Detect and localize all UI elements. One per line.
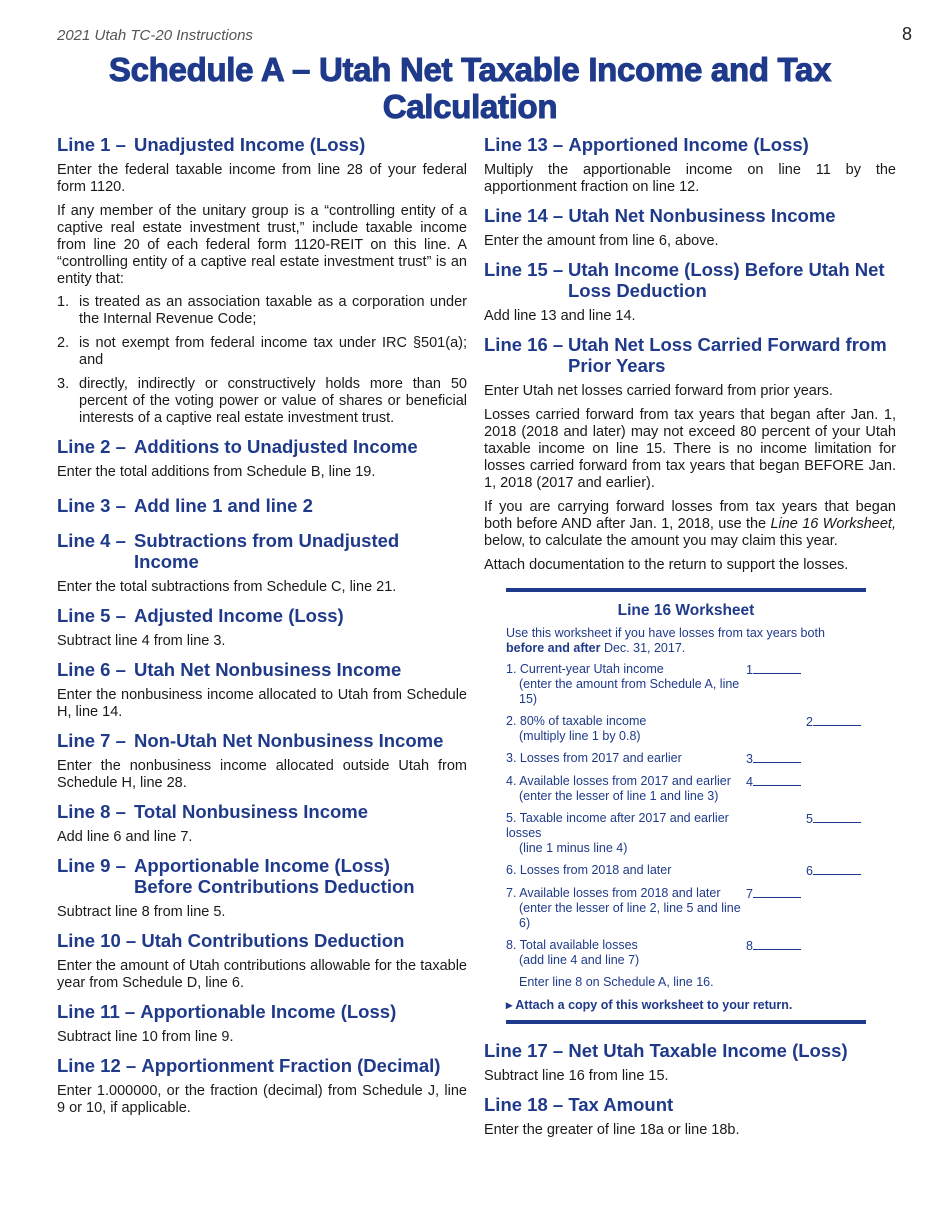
line-title-part: Loss Deduction [568, 280, 707, 301]
line-17-section [484, 1040, 896, 1085]
worksheet-row-label: 5. Taxable income after 2017 and earlier losses [506, 811, 729, 840]
worksheet-row-label: 1. Current-year Utah income [506, 662, 664, 676]
line-9-heading [57, 855, 467, 897]
line-14-section [484, 205, 896, 250]
paragraph: Subtract line 16 from line 15. [484, 1068, 669, 1084]
page-title-line-1: Schedule A – Utah Net Taxable Income and Tax [108, 51, 832, 88]
worksheet-entry-column [746, 751, 806, 767]
paragraph: Subtract line 4 from line 3. [57, 633, 226, 649]
paragraph: Enter the total subtractions from Schedule C, line 21. [57, 579, 397, 595]
line-4-section [57, 530, 467, 596]
worksheet-entry-number: 3 [746, 752, 753, 766]
line-number: Line 14 – [484, 205, 564, 226]
paragraph: Enter the amount from line 6, above. [484, 233, 719, 249]
paragraph: Add line 6 and line 7. [57, 829, 193, 845]
line-title: Apportioned Income (Loss) [568, 134, 809, 155]
list-text: is not exempt from federal income tax under IRC §501(a); and [79, 335, 467, 368]
line-17-heading [484, 1040, 896, 1061]
worksheet-entry-blank[interactable] [753, 751, 801, 763]
line-number: Line 12 – [57, 1055, 137, 1076]
list-number: 3. [57, 376, 70, 392]
paragraph: Add line 13 and line 14. [484, 308, 636, 324]
line-7-section [57, 730, 467, 792]
worksheet-row-subtext: (enter the lesser of line 1 and line 3) [519, 789, 719, 803]
line-8-section [57, 801, 467, 846]
line-number: Line 4 – [57, 530, 126, 551]
line-12-heading [57, 1055, 467, 1076]
worksheet-entry-column [806, 662, 866, 707]
line-12-section [57, 1055, 467, 1117]
worksheet-row-label: 2. 80% of taxable income [506, 714, 647, 728]
running-header: 2021 Utah TC-20 Instructions [57, 27, 253, 44]
worksheet-rows [506, 662, 866, 968]
worksheet-row [506, 811, 866, 856]
worksheet-row-label: 7. Available losses from 2018 and later [506, 886, 721, 900]
worksheet-row-subtext: (line 1 minus line 4) [519, 841, 628, 855]
line-16-heading [484, 334, 896, 376]
line-number: Line 8 – [57, 801, 126, 822]
worksheet-entry-blank[interactable] [753, 938, 801, 950]
list-text: is treated as an association taxable as a corporation under the Internal Revenue Code; [79, 294, 467, 327]
worksheet-entry-blank[interactable] [813, 863, 861, 875]
line-10-heading [57, 930, 467, 951]
worksheet-row-description [506, 886, 746, 931]
line-title-part: Utah Net Loss Carried Forward from [568, 334, 887, 355]
worksheet-entry-blank[interactable] [753, 662, 801, 674]
worksheet-entry-column [746, 774, 806, 804]
worksheet-entry-column [746, 938, 806, 968]
line-title [568, 334, 887, 376]
line-number: Line 13 – [484, 134, 564, 155]
worksheet-row [506, 774, 866, 804]
list-item [57, 376, 467, 427]
line-3-section [57, 495, 467, 516]
line-title: Subtractions from Unadjusted Income [134, 530, 400, 572]
line-number: Line 16 – [484, 334, 564, 355]
worksheet-entry-blank[interactable] [753, 774, 801, 786]
right-column [484, 134, 896, 1148]
worksheet-entry-number: 4 [746, 775, 753, 789]
worksheet-row-label: 8. Total available losses [506, 938, 638, 952]
list-item [57, 294, 467, 328]
line-3-heading [57, 495, 467, 516]
line-title: Apportionment Fraction (Decimal) [141, 1055, 441, 1076]
paragraph: Subtract line 10 from line 9. [57, 1029, 234, 1045]
line-title: Apportionable Income (Loss) [140, 1001, 397, 1022]
line-7-heading [57, 730, 467, 751]
line-title: Adjusted Income (Loss) [134, 605, 344, 626]
worksheet-row [506, 863, 866, 879]
line-title: Unadjusted Income (Loss) [134, 134, 366, 155]
line-number: Line 15 – [484, 259, 564, 280]
page-title [40, 51, 900, 125]
paragraph [484, 499, 896, 550]
line-16-worksheet [506, 588, 866, 1024]
line-5-heading [57, 605, 467, 626]
list-number: 1. [57, 294, 70, 310]
worksheet-note: Enter line 8 on Schedule A, line 16. [519, 975, 714, 989]
worksheet-entry-column [746, 811, 806, 856]
worksheet-entry-blank[interactable] [813, 811, 861, 823]
worksheet-row-label: 4. Available losses from 2017 and earlier [506, 774, 731, 788]
text-run: Use this worksheet if you have losses from tax years both [506, 626, 825, 640]
worksheet-row-description [506, 714, 746, 744]
worksheet-row-description [506, 811, 746, 856]
paragraph: If any member of the unitary group is a “controlling entity of a captive real estate investment trust,” include taxable income from line 20 of each federal form 1120-REIT on this line. A “controlling entity of a captive real estate investment trust” is an entity that: [57, 203, 467, 287]
text-run: below, to calculate the amount you may claim this year. [484, 533, 838, 549]
worksheet-intro [506, 626, 866, 656]
worksheet-entry-column [806, 714, 866, 744]
paragraph: Enter 1.000000, or the fraction (decimal) from Schedule J, line 9 or 10, if applicable. [57, 1083, 467, 1116]
worksheet-row [506, 751, 866, 767]
line-18-section [484, 1094, 896, 1139]
worksheet-entry-number: 8 [746, 939, 753, 953]
line-title [568, 259, 885, 301]
worksheet-entry-column [746, 714, 806, 744]
worksheet-row-subtext: (enter the amount from Schedule A, line 15) [519, 677, 740, 706]
worksheet-entry-column [746, 863, 806, 879]
worksheet-row-description [506, 938, 746, 968]
paragraph: Enter the greater of line 18a or line 18b. [484, 1122, 740, 1138]
paragraph: Enter the federal taxable income from line 28 of your federal form 1120. [57, 162, 467, 195]
line-6-section [57, 659, 467, 721]
paragraph: Losses carried forward from tax years that began after Jan. 1, 2018 (2018 and later) may not exceed 80 percent of your Utah taxable income on line 15. There is no income limitation for losses carried forward from tax years that began BEFORE Jan. 1, 2018 (2017 and earlier). [484, 407, 896, 491]
worksheet-reference: Line 16 Worksheet, [770, 516, 896, 532]
line-number: Line 17 – [484, 1040, 564, 1061]
list-text: directly, indirectly or constructively holds more than 50 percent of the voting power or value of shares or beneficial interests of a captive real estate investment trust. [79, 376, 467, 426]
worksheet-entry-blank[interactable] [753, 886, 801, 898]
line-title: Total Nonbusiness Income [134, 801, 369, 822]
worksheet-entry-column [806, 811, 866, 856]
line-title-part: Prior Years [568, 355, 666, 376]
worksheet-attach-instruction: ▸ Attach a copy of this worksheet to your return. [506, 998, 793, 1012]
line-16-section [484, 334, 896, 574]
line-6-heading [57, 659, 467, 680]
list-item [57, 335, 467, 369]
paragraph: Enter Utah net losses carried forward from prior years. [484, 383, 833, 399]
worksheet-row-description [506, 751, 746, 767]
worksheet-row-subtext: (multiply line 1 by 0.8) [519, 729, 641, 743]
paragraph: Enter the total additions from Schedule B, line 19. [57, 464, 376, 480]
worksheet-row [506, 662, 866, 707]
line-13-section [484, 134, 896, 196]
worksheet-entry-number: 7 [746, 887, 753, 901]
worksheet-row [506, 938, 866, 968]
line-2-section [57, 436, 467, 481]
line-14-heading [484, 205, 896, 226]
worksheet-row [506, 886, 866, 931]
line-number: Line 6 – [57, 659, 126, 680]
line-number: Line 1 – [57, 134, 126, 155]
line-9-section [57, 855, 467, 921]
paragraph: Enter the nonbusiness income allocated outside Utah from Schedule H, line 28. [57, 758, 467, 791]
paragraph: Subtract line 8 from line 5. [57, 904, 226, 920]
worksheet-entry-column [806, 886, 866, 931]
line-4-heading [57, 530, 467, 572]
paragraph: Enter the nonbusiness income allocated to Utah from Schedule H, line 14. [57, 687, 467, 720]
worksheet-row-description [506, 662, 746, 707]
line-1-section [57, 134, 467, 427]
line-number: Line 9 – [57, 855, 126, 876]
line-15-section [484, 259, 896, 325]
worksheet-entry-number: 5 [806, 812, 813, 826]
left-column [57, 134, 467, 1126]
worksheet-entry-column [746, 886, 806, 931]
worksheet-row [506, 714, 866, 744]
worksheet-row-subtext: (enter the lesser of line 2, line 5 and line 6) [519, 901, 741, 930]
line-title: Additions to Unadjusted Income [134, 436, 418, 457]
line-11-heading [57, 1001, 467, 1022]
line-title: Non-Utah Net Nonbusiness Income [134, 730, 444, 751]
worksheet-entry-number: 2 [806, 715, 813, 729]
line-number: Line 3 – [57, 495, 126, 516]
worksheet-entry-column [806, 863, 866, 879]
line-number: Line 5 – [57, 605, 126, 626]
paragraph: Attach documentation to the return to support the losses. [484, 557, 849, 573]
paragraph: Enter the amount of Utah contributions allowable for the taxable year from Schedule D, line 6. [57, 958, 467, 991]
line-title: Utah Net Nonbusiness Income [568, 205, 836, 226]
worksheet-row-description [506, 774, 746, 804]
line-15-heading [484, 259, 896, 301]
line-10-section [57, 930, 467, 992]
line-13-heading [484, 134, 896, 155]
line-number: Line 11 – [57, 1001, 136, 1022]
line-11-section [57, 1001, 467, 1046]
worksheet-title: Line 16 Worksheet [617, 602, 755, 619]
text-run: If you are carrying forward losses from tax years that began both before AND after Jan. 1, 2018, use the [484, 499, 896, 532]
line-title: Add line 1 and line 2 [134, 495, 313, 516]
line-title: Utah Net Nonbusiness Income [134, 659, 402, 680]
line-title [134, 855, 415, 897]
page-title-line-2: Calculation [382, 88, 558, 125]
text-run: Dec. 31, 2017. [600, 641, 686, 655]
page-number: 8 [901, 24, 912, 44]
line-number: Line 7 – [57, 730, 126, 751]
worksheet-entry-blank[interactable] [813, 714, 861, 726]
line-2-heading [57, 436, 467, 457]
line-18-heading [484, 1094, 896, 1115]
line-title: Tax Amount [568, 1094, 674, 1115]
worksheet-entry-number: 1 [746, 663, 753, 677]
line-title-part: Utah Income (Loss) Before Utah Net [568, 259, 885, 280]
paragraph: Multiply the apportionable income on line 11 by the apportionment fraction on line 12. [484, 162, 896, 195]
line-title-part: Apportionable Income (Loss) [134, 855, 390, 876]
line-8-heading [57, 801, 467, 822]
line-number: Line 2 – [57, 436, 126, 457]
worksheet-row-label: 6. Losses from 2018 and later [506, 863, 672, 877]
list-number: 2. [57, 335, 70, 351]
worksheet-entry-column [806, 751, 866, 767]
worksheet-entry-number: 6 [806, 864, 813, 878]
numbered-list [57, 294, 467, 427]
worksheet-entry-column [806, 774, 866, 804]
worksheet-row-label: 3. Losses from 2017 and earlier [506, 751, 682, 765]
line-5-section [57, 605, 467, 650]
worksheet-row-description [506, 863, 746, 879]
line-title-part: Before Contributions Deduction [134, 876, 415, 897]
line-title: Utah Contributions Deduction [141, 930, 405, 951]
worksheet-entry-column [806, 938, 866, 968]
emphasis: before and after [506, 641, 601, 655]
line-number: Line 18 – [484, 1094, 564, 1115]
line-number: Line 10 – [57, 930, 137, 951]
worksheet-row-subtext: (add line 4 and line 7) [519, 953, 640, 967]
worksheet-entry-column [746, 662, 806, 707]
line-1-heading [57, 134, 467, 155]
line-title: Net Utah Taxable Income (Loss) [568, 1040, 848, 1061]
